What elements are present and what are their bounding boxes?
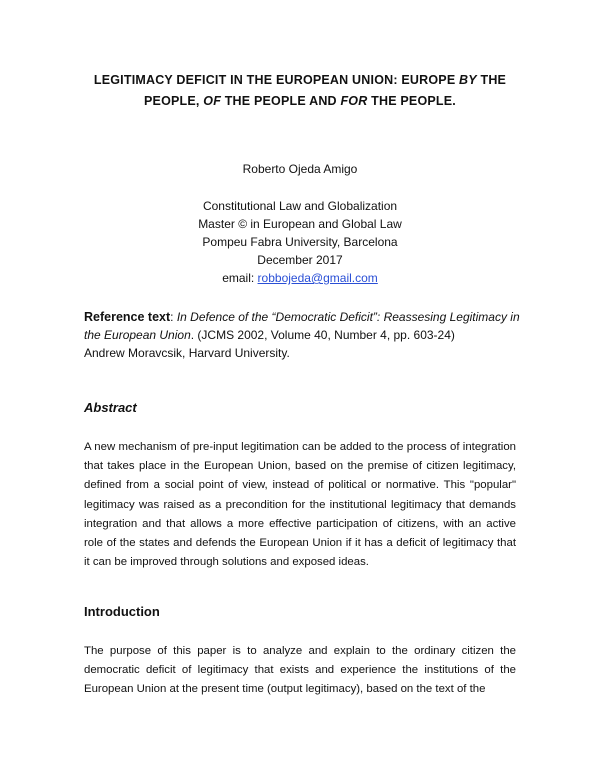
affiliation-line: Master © in European and Global Law	[198, 217, 402, 231]
email-line	[0, 269, 600, 287]
reference-label: Reference text	[84, 310, 171, 324]
author-name: Roberto Ojeda Amigo	[242, 162, 358, 176]
reference-author: Andrew Moravcsik, Harvard University.	[84, 346, 290, 360]
affiliation-block	[0, 197, 600, 287]
affiliation-line: December 2017	[257, 253, 343, 267]
introduction-heading: Introduction	[84, 604, 160, 619]
abstract-heading: Abstract	[84, 400, 137, 415]
abstract-paragraph: A new mechanism of pre-input legitimation can be added to the process of integration that takes place in the European Union, based on the premise of citizen legitimacy, defined from a social point of view, instead of political or normative. This "popular" legitimacy was raised as a precondition for the institutional legitimacy that demands integration and that allows a more effective participation of citizens, with an active role of the states and defends the European Union if it has a deficit of legitimacy that it can be improved through solutions and exposed ideas.	[84, 441, 516, 569]
affiliation-line: Constitutional Law and Globalization	[202, 199, 398, 213]
title-line-1: LEGITIMACY DEFICIT IN THE EUROPEAN UNION: EUROPE BY THE	[93, 73, 507, 87]
introduction-paragraph: The purpose of this paper is to analyze and explain to the ordinary citizen the democratic deficit of legitimacy that exists and experience the institutions of the European Union at the present time (output legitimacy), based on the text of the	[84, 645, 516, 696]
affiliation-line: Pompeu Fabra University, Barcelona	[202, 235, 398, 249]
reference-title: In Defence of the “Democratic Deficit”: Reassesing Legitimacy in the European Union	[84, 310, 520, 342]
reference-details: . (JCMS 2002, Volume 40, Number 4, pp. 603-24)	[190, 328, 455, 342]
reference-text: Reference text: In Defence of the “Democratic Deficit”: Reassesing Legitimacy in the European Union. (JCMS 2002, Volume 40, Number 4, pp. 603-24) Andrew Moravcsik, Harvard University.	[84, 310, 520, 360]
email-label: email:	[222, 271, 258, 285]
email-link[interactable]: robbojeda@gmail.com	[257, 271, 378, 285]
paper-title	[60, 70, 540, 112]
title-line-2: PEOPLE, OF THE PEOPLE AND FOR THE PEOPLE.	[144, 94, 456, 108]
